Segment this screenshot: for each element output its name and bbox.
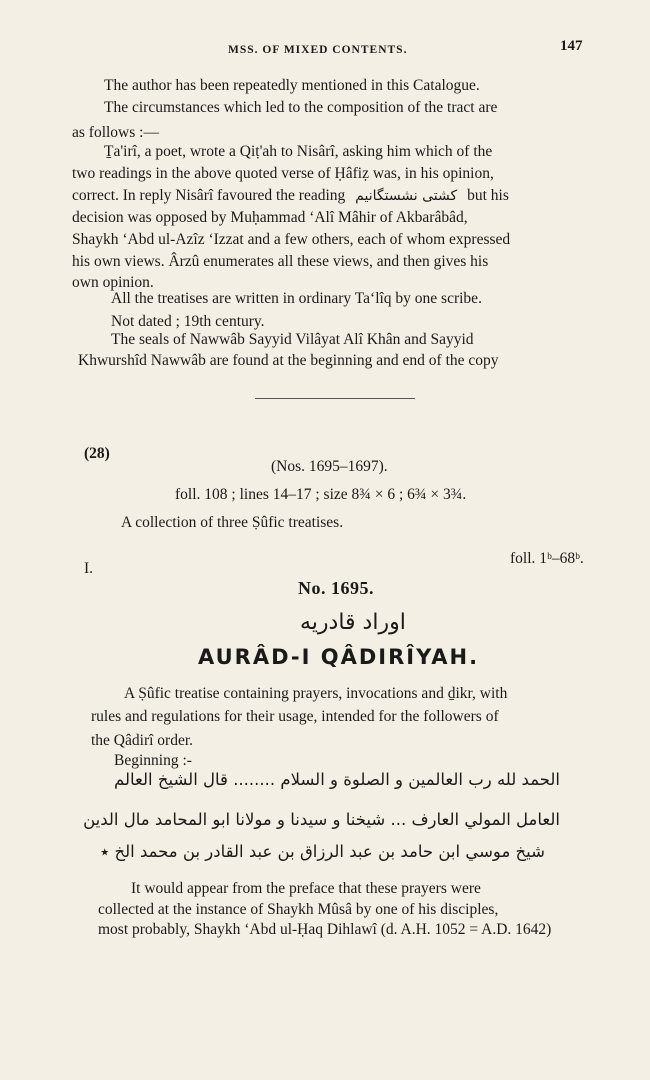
- work-title: AURÂD-I QÂDIRÎYAH.: [198, 645, 480, 669]
- running-title: MSS. OF MIXED CONTENTS.: [228, 44, 408, 56]
- reading-suffix: but his: [467, 187, 509, 204]
- intro-line: his own views. Ârzû enumerates all these views, and then gives his: [72, 253, 489, 270]
- entry-description: A collection of three Ṣûfic treatises.: [121, 514, 344, 531]
- beginning-arabic-line: العامل المولي العارف ... شیخنا و سیدنا و مولانا ابو المحامد مال الدین: [83, 810, 560, 829]
- intro-line: decision was opposed by Muḥammad ‘Alî Mâhir of Akbarâbâd,: [72, 209, 468, 226]
- intro-line: two readings in the above quoted verse of Ḥâfiẓ was, in his opinion,: [72, 165, 494, 182]
- intro-line: Ṯa'irî, a poet, wrote a Qiṭ'ah to Nisârî, asking him which of the: [104, 143, 493, 160]
- intro-line: Not dated ; 19th century.: [111, 313, 265, 330]
- page-number: 147: [560, 38, 583, 54]
- entry-foll: foll. 108 ; lines 14–17 ; size 8¾ × 6 ; 6¾ × 3¾.: [175, 486, 467, 503]
- part-number: I.: [84, 560, 94, 577]
- entry-number: (28): [84, 445, 110, 462]
- intro-line-text: correct. In reply Nisârî favoured the reading: [72, 187, 346, 204]
- intro-line: The circumstances which led to the composition of the tract are: [104, 99, 498, 116]
- desc-line: rules and regulations for their usage, intended for the followers of: [91, 708, 499, 725]
- intro-line: The author has been repeatedly mentioned in this Catalogue.: [104, 77, 480, 94]
- intro-line: All the treatises are written in ordinary Ta‘lîq by one scribe.: [111, 290, 482, 307]
- closing-line: collected at the instance of Shaykh Mûsâ by one of his disciples,: [98, 901, 499, 918]
- closing-line: most probably, Shaykh ‘Abd ul-Ḥaq Dihlawî (d. A.H. 1052 = A.D. 1642): [98, 921, 552, 938]
- entry-nos: (Nos. 1695–1697).: [271, 458, 388, 475]
- intro-line: The seals of Nawwâb Sayyid Vilâyat Alî Khân and Sayyid: [111, 331, 474, 348]
- item-number: No. 1695.: [298, 578, 374, 598]
- intro-line: Shaykh ‘Abd ul-Azîz ‘Izzat and a few others, each of whom expressed: [72, 231, 511, 248]
- arabic-title: اوراد قادریه: [300, 610, 406, 635]
- beginning-arabic-line: الحمد لله رب العالمین و الصلوة و السلام ........ قال الشیخ العالم: [113, 770, 560, 789]
- desc-line: the Qâdirî order.: [91, 732, 194, 749]
- beginning-label: Beginning :-: [114, 752, 192, 769]
- intro-line: as follows :—: [72, 124, 159, 141]
- intro-line: own opinion.: [72, 274, 154, 291]
- arabic-reading: کشتی نشستگانیم: [355, 188, 458, 204]
- section-divider: [255, 398, 415, 399]
- intro-line-reading: [72, 185, 509, 207]
- desc-line: A Ṣûfic treatise containing prayers, invocations and ḏikr, with: [124, 685, 508, 702]
- part-foll: foll. 1ᵇ–68ᵇ.: [510, 550, 584, 567]
- intro-line: Khwurshîd Nawwâb are found at the beginning and end of the copy: [78, 352, 499, 369]
- closing-line: It would appear from the preface that these prayers were: [131, 880, 481, 897]
- beginning-arabic-line: شیخ موسي ابن حامد بن عبد الرزاق بن عبد القادر بن محمد الخ ٭: [100, 842, 545, 861]
